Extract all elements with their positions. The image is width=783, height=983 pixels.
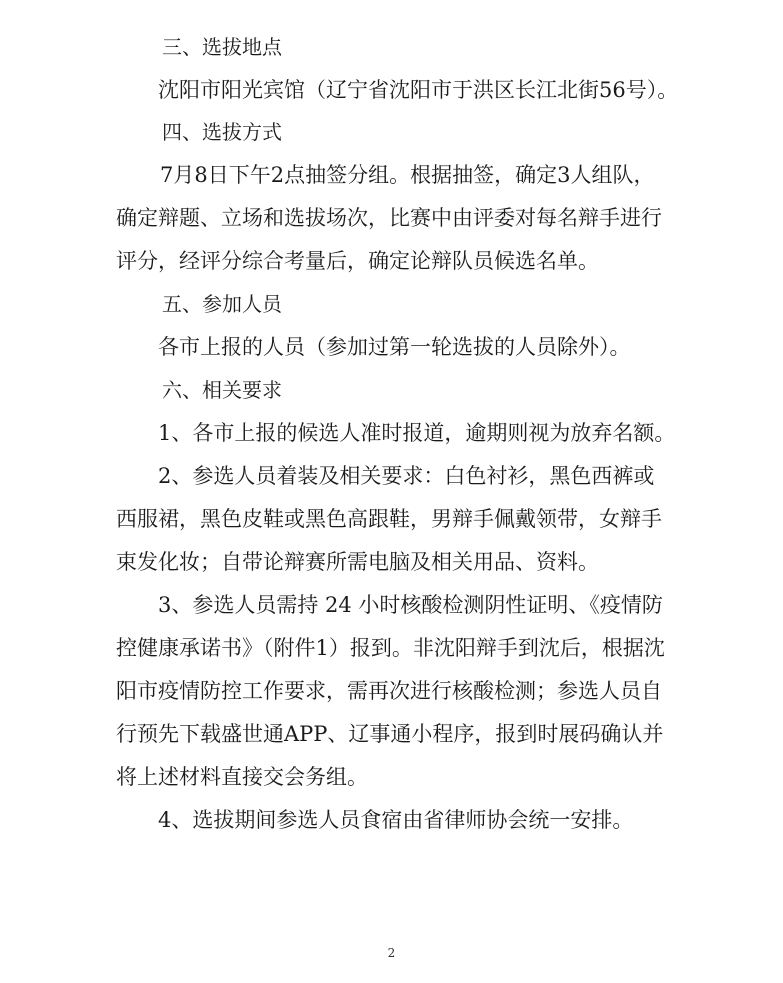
paragraph-line: 将上述材料直接交会务组。 [116,765,368,789]
section-heading-3: 三、选拔地点 [162,35,282,59]
paragraph-line: 沈阳市阳光宾馆（辽宁省沈阳市于洪区长江北街56号）。 [158,78,679,102]
paragraph-line: 各市上报的人员（参加过第一轮选拔的人员除外）。 [158,335,631,359]
paragraph-line: 控健康承诺书》（附件1）报到。非沈阳辩手到沈后，根据沈 [116,636,665,660]
paragraph-line: 行预先下载盛世通APP、辽事通小程序，报到时展码确认并 [116,722,664,746]
paragraph-line: 1、各市上报的候选人准时报道，逾期则视为放弃名额。 [158,421,676,445]
paragraph-line: 7月8日下午2点抽签分组。根据抽签，确定3人组队， [160,163,655,187]
section-heading-4: 四、选拔方式 [162,120,282,144]
paragraph-line: 束发化妆；自带论辩赛所需电脑及相关用品、资料。 [116,550,599,574]
paragraph-line: 3、参选人员需持 24 小时核酸检测阴性证明、《疫情防 [158,593,663,617]
paragraph-line: 2、参选人员着装及相关要求：白色衬衫，黑色西裤或 [158,464,655,488]
paragraph-line: 评分，经评分综合考量后，确定论辩队员候选名单。 [116,249,599,273]
section-heading-5: 五、参加人员 [162,292,282,316]
paragraph-line: 西服裙，黑色皮鞋或黑色高跟鞋，男辩手佩戴领带，女辩手 [116,507,662,531]
paragraph-line: 阳市疫情防控工作要求，需再次进行核酸检测；参选人员自 [116,679,662,703]
section-heading-6: 六、相关要求 [162,378,282,402]
paragraph-line: 4、选拔期间参选人员食宿由省律师协会统一安排。 [158,808,634,832]
paragraph-line: 确定辩题、立场和选拔场次，比赛中由评委对每名辩手进行 [116,206,662,230]
page-number: 2 [387,946,396,960]
